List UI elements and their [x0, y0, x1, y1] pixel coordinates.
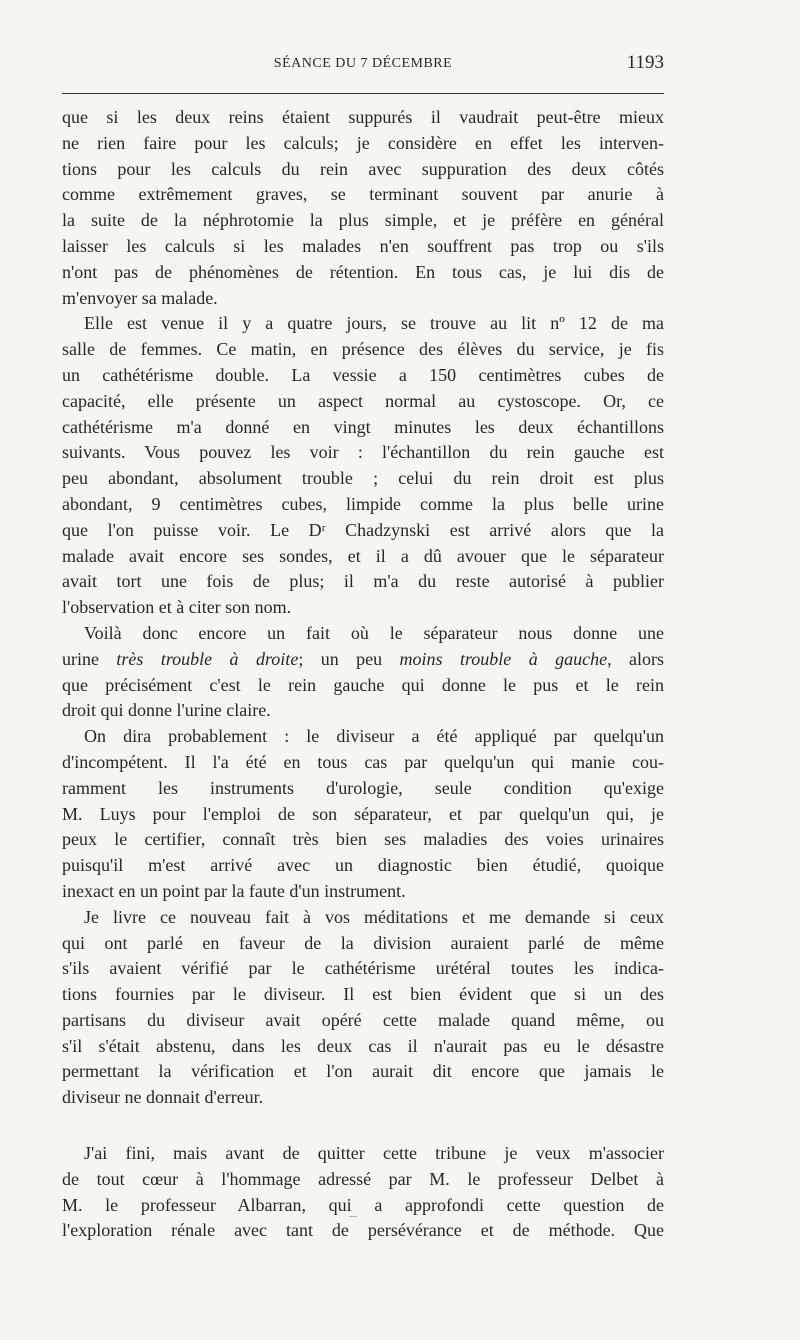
text-line: ramment les instruments d'urologie, seule condition qu'exige: [62, 777, 664, 798]
italic-run: très trouble à droite: [116, 648, 299, 669]
text-line: l'exploration rénale avec tant de persévérance et de méthode. Que: [62, 1220, 664, 1241]
text-line: malade avait encore ses sondes, et il a dû avouer que le séparateur: [62, 545, 664, 566]
text-line: inexact en un point par la faute d'un instrument.: [62, 880, 406, 901]
paragraph-5: [62, 905, 664, 1111]
text-line: diviseur ne donnait d'erreur.: [62, 1087, 264, 1108]
paragraph-3: [62, 621, 664, 724]
text-line: d'incompétent. Il l'a été en tous cas par quelqu'un qui manie cou-: [62, 751, 664, 772]
text-line: n'ont pas de phénomènes de rétention. En tous cas, je lui dis de: [62, 261, 664, 282]
text-line: laisser les calculs si les malades n'en souffrent pas trop ou s'ils: [62, 235, 664, 256]
text-line: un cathétérisme double. La vessie a 150 centimètres cubes de: [62, 364, 664, 385]
text-line: l'observation et à citer son nom.: [62, 597, 292, 618]
text-line: partisans du diviseur avait opéré cette malade quand même, ou: [62, 1009, 664, 1030]
text-line: peux le certifier, connaît très bien ses maladies des voies urinaires: [62, 829, 664, 850]
text-line: puisqu'il m'est arrivé avec un diagnostic bien étudié, quoique: [62, 855, 664, 876]
text-line: ne rien faire pour les calculs; je considère en effet les interven-: [62, 132, 664, 153]
text-line: tions pour les calculs du rein avec suppuration des deux côtés: [62, 158, 664, 179]
italic-run: moins trouble à gauche: [399, 648, 608, 669]
text-line: M. Luys pour l'emploi de son séparateur, et par quelqu'un qui, je: [62, 803, 664, 824]
paragraph-4: [62, 724, 664, 905]
text-line: s'ils avaient vérifié par le cathétérisme urétéral toutes les indica-: [62, 958, 664, 979]
page-number: 1193: [626, 52, 664, 73]
running-head: [62, 52, 664, 76]
body-text: [62, 105, 664, 1244]
text-line: tions fournies par le diviseur. Il est bien évident que si un des: [62, 984, 664, 1005]
text-line: comme extrêmement graves, se terminant souvent par anurie à: [62, 184, 664, 205]
text-line: que si les deux reins étaient suppurés il vaudrait peut-être mieux: [62, 107, 664, 127]
text-line: avait tort une fois de plus; il m'a du reste autorisé à publier: [62, 571, 664, 592]
text-line: que précisément c'est le rein gauche qui donne le pus et le rein: [62, 674, 664, 695]
text-line: m'envoyer sa malade.: [62, 287, 218, 308]
text-line: abondant, 9 centimètres cubes, limpide comme la plus belle urine: [62, 493, 664, 514]
text-line: s'il s'était abstenu, dans les deux cas il n'aurait pas eu le désastre: [62, 1035, 664, 1056]
text-line: de tout cœur à l'hommage adressé par M. le professeur Delbet à: [62, 1168, 664, 1189]
text-run: , alors: [607, 648, 665, 669]
section-break: [62, 1111, 664, 1141]
text-line: cathétérisme m'a donné en vingt minutes les deux échantillons: [62, 416, 664, 437]
text-run: urine: [62, 648, 117, 669]
text-line: droit qui donne l'urine claire.: [62, 700, 271, 721]
text-line: Voilà donc encore un fait où le séparateur nous donne une: [84, 622, 664, 643]
text-line: On dira probablement : le diviseur a été appliqué par quelqu'un: [84, 726, 664, 747]
text-line: que l'on puisse voir. Le Dʳ Chadzynski est arrivé alors que la: [62, 519, 664, 540]
text-line: suivants. Vous pouvez les voir : l'échantillon du rein gauche est: [62, 442, 664, 463]
text-line: Elle est venue il y a quatre jours, se trouve au lit nº 12 de ma: [84, 313, 664, 334]
text-line: qui ont parlé en faveur de la division auraient parlé de même: [62, 932, 664, 953]
text-line: M. le professeur Albarran, qui a approfondi cette question de: [62, 1194, 664, 1215]
paragraph-2: [62, 311, 664, 621]
paragraph-6: [62, 1141, 664, 1244]
paragraph-1: [62, 105, 664, 311]
text-line: salle de femmes. Ce matin, en présence des élèves du service, je fis: [62, 339, 664, 360]
text-line: Je livre ce nouveau fait à vos méditations et me demande si ceux: [84, 906, 664, 927]
text-line: capacité, elle présente un aspect normal au cystoscope. Or, ce: [62, 390, 664, 411]
text-line: J'ai fini, mais avant de quitter cette tribune je veux m'associer: [84, 1143, 664, 1164]
text-line-italic-mix: [62, 647, 664, 673]
bottom-mark: [349, 1216, 357, 1217]
running-title: SÉANCE DU 7 DÉCEMBRE: [273, 56, 453, 71]
header-rule: [62, 93, 664, 94]
text-line: la suite de la néphrotomie la plus simple, et je préfère en général: [62, 210, 664, 231]
text-line: permettant la vérification et l'on aurait dit encore que jamais le: [62, 1061, 664, 1082]
text-line: peu abondant, absolument trouble ; celui du rein droit est plus: [62, 468, 664, 489]
text-run: ; un peu: [298, 648, 400, 669]
